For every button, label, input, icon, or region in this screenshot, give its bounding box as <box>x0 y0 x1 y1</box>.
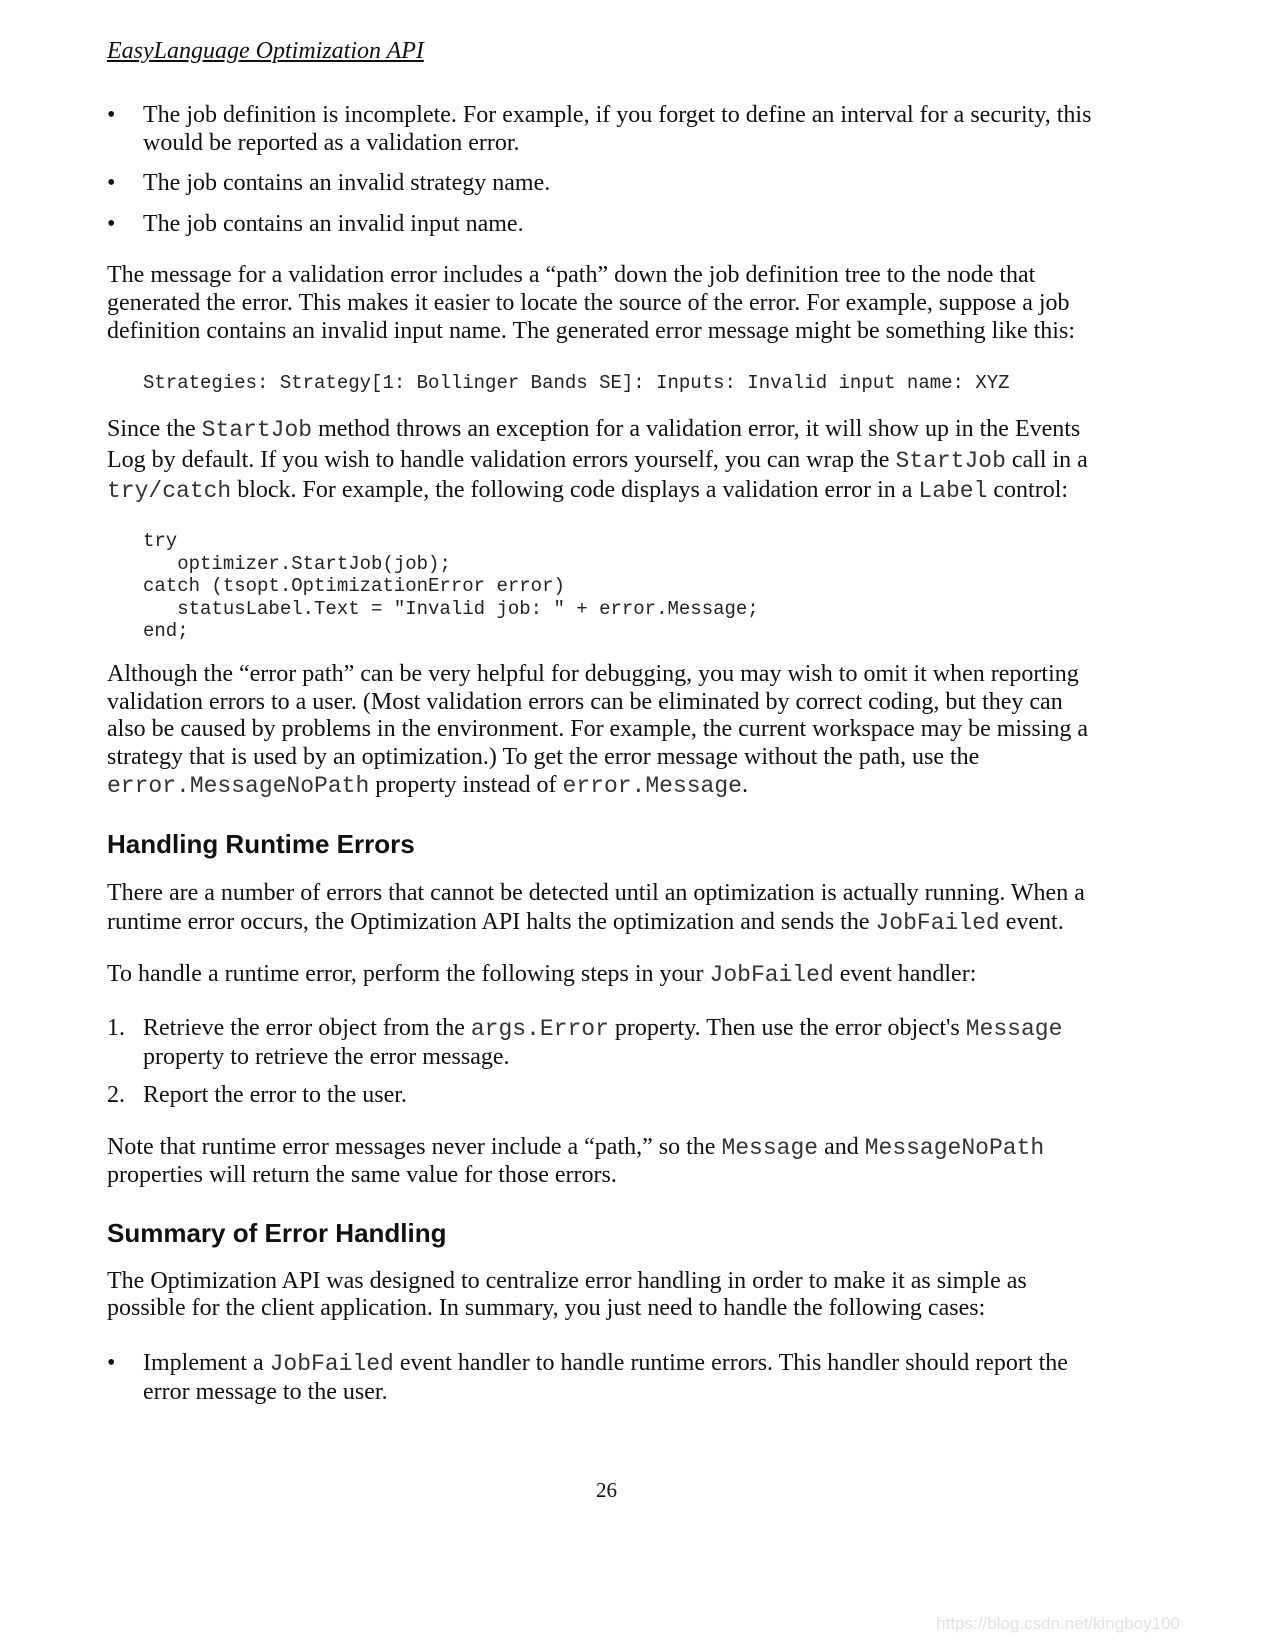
text-run: properties will return the same value for those errors. <box>107 1162 617 1188</box>
bullet-icon: • <box>107 1350 116 1376</box>
inline-code: JobFailed <box>875 910 1000 936</box>
paragraph <box>107 960 1107 989</box>
paragraph <box>107 1134 1107 1189</box>
watermark: https://blog.csdn.net/kingboy100 <box>936 1614 1180 1633</box>
inline-code: Message <box>965 1016 1063 1042</box>
inline-code: error.Message <box>562 772 742 799</box>
bullet-item <box>107 101 1107 157</box>
paragraph <box>107 261 1107 345</box>
inline-code: try/catch <box>107 478 232 504</box>
text-run: The job definition is incomplete. For example, if you forget to define an interval for a security, this would be reported as a validation error. <box>143 102 1092 156</box>
step-number: 1. <box>107 1015 125 1041</box>
text-run: method throws an exception for a validation error, it will show up in the Events Log by default. If you wish to handle validation errors yourself, you can wrap the <box>107 416 1081 473</box>
inline-code: error.MessageNoPath <box>107 772 370 799</box>
text-run: Retrieve the error object from the <box>143 1015 471 1041</box>
text-run: To handle a runtime error, perform the following steps in your <box>107 961 710 987</box>
text-run: property to retrieve the error message. <box>143 1044 510 1070</box>
bullet-icon: • <box>107 211 116 237</box>
running-header: EasyLanguage Optimization API <box>107 38 424 64</box>
code-example-try-catch: try optimizer.StartJob(job); catch (tsopt.OptimizationError error) statusLabel.Text = "Invalid job: " + error.Message; end; <box>143 530 759 642</box>
bullet-item <box>107 210 1107 238</box>
text-run: The job contains an invalid strategy name. <box>143 170 551 196</box>
text-run: The Optimization API was designed to centralize error handling in order to make it as simple as possible for the client application. In summary, you just need to handle the following cases: <box>107 1268 1027 1321</box>
text-run: control: <box>987 477 1069 503</box>
text-run: property instead of <box>369 771 563 798</box>
inline-code: JobFailed <box>709 962 834 988</box>
text-run: and <box>818 1134 865 1160</box>
paragraph <box>107 879 1107 938</box>
paragraph <box>107 661 1107 801</box>
text-run: Although the “error path” can be very helpful for debugging, you may wish to omit it when reporting validation errors to a user. (Most validation errors can be eliminated by correct coding, but they can also be caused by problems in the environment. For example, the current workspace may be missing a strategy that is used by an optimization.) To get the error message without the path, use the <box>107 661 1089 771</box>
bullet-item <box>107 1349 1107 1406</box>
inline-code: StartJob <box>201 417 313 443</box>
text-run: . <box>741 771 748 798</box>
numbered-step <box>107 1081 1107 1109</box>
step-number: 2. <box>107 1082 125 1108</box>
code-example-error-message: Strategies: Strategy[1: Bollinger Bands SE]: Inputs: Invalid input name: XYZ <box>143 372 1010 394</box>
inline-code: Label <box>918 478 988 504</box>
text-run: call in a <box>1005 446 1088 473</box>
paragraph <box>107 415 1107 507</box>
text-run: The job contains an invalid input name. <box>143 211 524 237</box>
text-run: event. <box>999 909 1064 935</box>
inline-code: StartJob <box>895 447 1006 474</box>
text-run: event handler: <box>833 961 977 987</box>
text-run: The message for a validation error includes a “path” down the job definition tree to the node that generated the error. This makes it easier to locate the source of the error. For example, suppose a job definition contains an invalid input name. The generated error message might be something like this: <box>107 262 1075 344</box>
text-run: Implement a <box>143 1350 270 1376</box>
text-run: There are a number of errors that cannot be detected until an optimization is actually running. When a runtime error occurs, the Optimization API halts the optimization and sends the <box>107 880 1085 935</box>
section-heading-summary: Summary of Error Handling <box>107 1218 447 1248</box>
inline-code: Message <box>721 1135 819 1161</box>
inline-code: args.Error <box>470 1016 609 1042</box>
paragraph <box>107 1268 1107 1322</box>
bullet-icon: • <box>107 170 116 196</box>
text-run: property. Then use the error object's <box>608 1015 966 1041</box>
bullet-item <box>107 169 1107 197</box>
page-number: 26 <box>596 1478 617 1502</box>
text-run: Note that runtime error messages never include a “path,” so the <box>107 1134 722 1160</box>
text-run: event handler to handle runtime errors. This handler should report the error message to the user. <box>143 1350 1068 1405</box>
text-run: Since the <box>107 416 202 442</box>
inline-code: JobFailed <box>269 1351 394 1377</box>
text-run: block. For example, the following code displays a validation error in a <box>231 477 919 503</box>
bullet-icon: • <box>107 102 116 128</box>
inline-code: MessageNoPath <box>864 1135 1045 1161</box>
section-heading-runtime-errors: Handling Runtime Errors <box>107 829 415 859</box>
text-run: Report the error to the user. <box>143 1082 407 1108</box>
numbered-step <box>107 1014 1107 1071</box>
